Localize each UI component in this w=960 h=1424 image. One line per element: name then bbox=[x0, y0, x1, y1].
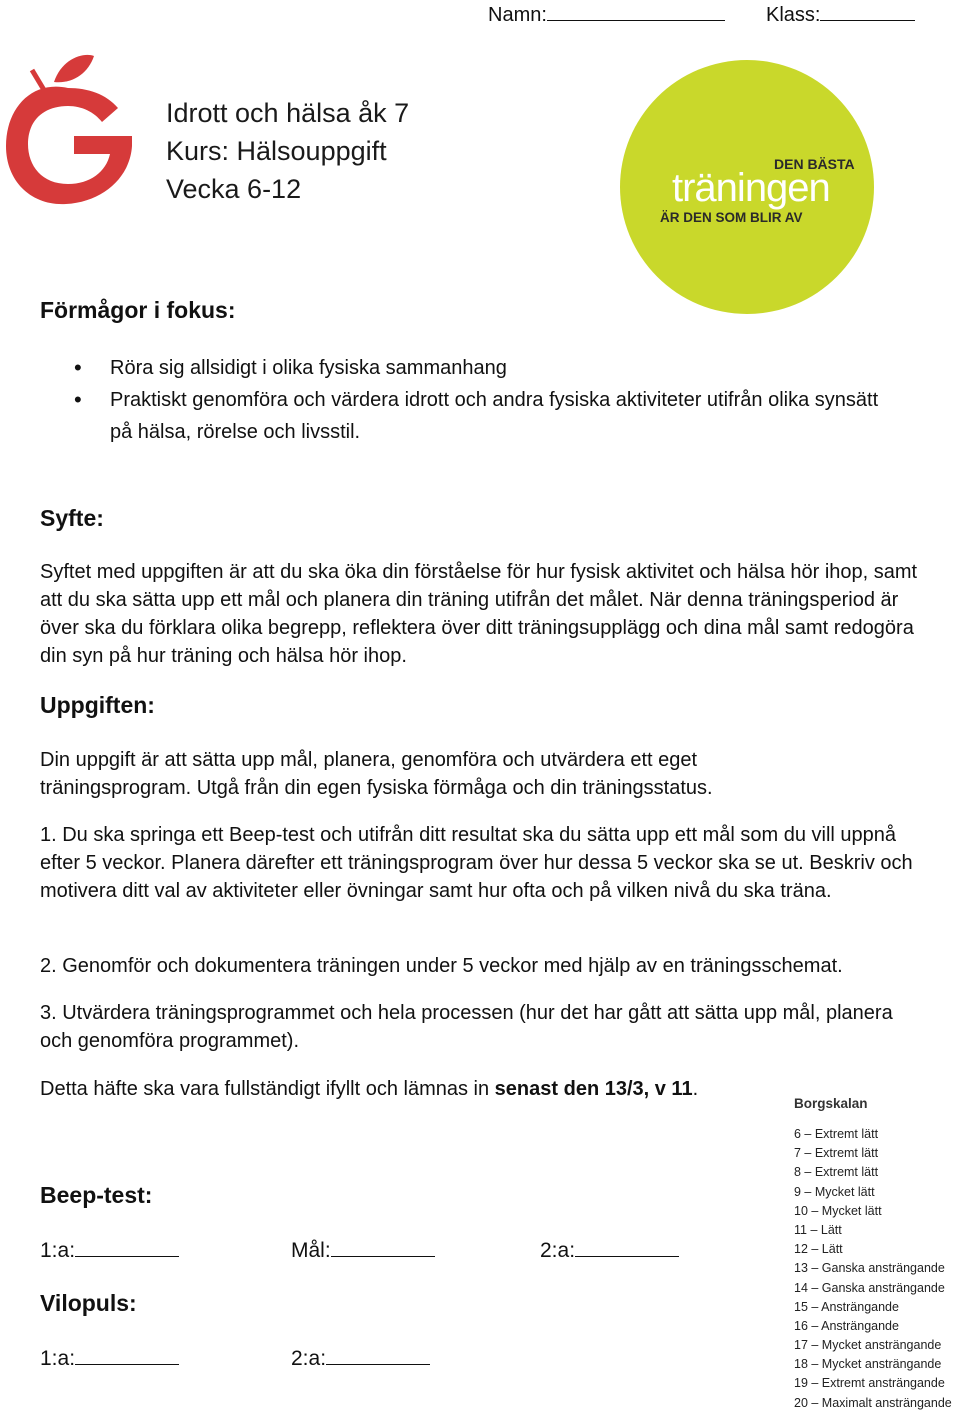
borg-row: 13 – Ganska ansträngande bbox=[794, 1261, 945, 1276]
slogan-line-1: DEN BÄSTA bbox=[774, 156, 855, 172]
uppgiften-step-3: 3. Utvärdera träningsprogrammet och hela processen (hur det har gått att sätta upp mål, planera och genomföra programmet). bbox=[40, 1002, 893, 1052]
borg-row: 12 – Lätt bbox=[794, 1242, 843, 1257]
beep-goal-blank[interactable] bbox=[331, 1238, 435, 1257]
course-title bbox=[166, 94, 409, 208]
training-slogan-logo bbox=[620, 60, 874, 314]
syfte-text: Syftet med uppgiften är att du ska öka din förståelse för hur fysisk aktivitet och hälsa hör ihop, samt att du ska sätta upp ett mål och planera din träning utifrån det målet. När denna träningsperiod är över ska du förklara olika begrepp, reflektera över ditt träningsupplägg och dina mål samt redogöra din syn på hur träning och hälsa hör ihop. bbox=[40, 561, 918, 667]
deadline-prefix: Detta häfte ska vara fullständigt ifyllt och lämnas in bbox=[40, 1078, 495, 1100]
vilopuls-first-label: 1:a: bbox=[40, 1347, 76, 1370]
beep-goal-field bbox=[291, 1238, 435, 1263]
deadline-text bbox=[40, 1075, 920, 1103]
beep-first-label: 1:a: bbox=[40, 1239, 76, 1262]
list-item: • Praktiskt genomföra och värdera idrott och andra fysiska aktiviteter utifrån olika synsätt på hälsa, rörelse och livsstil. bbox=[70, 384, 890, 448]
borg-row: 6 – Extremt lätt bbox=[794, 1127, 879, 1141]
borg-row: 20 – Maximalt ansträngande bbox=[794, 1395, 952, 1410]
borg-row: 9 – Mycket lätt bbox=[794, 1184, 875, 1199]
borg-row: 15 – Ansträngande bbox=[794, 1299, 899, 1314]
uppgiften-heading: Uppgiften: bbox=[40, 692, 155, 718]
beep-goal-label: Mål: bbox=[291, 1239, 331, 1262]
vilopuls-second-label: 2:a: bbox=[291, 1347, 327, 1370]
borg-scale bbox=[794, 1096, 960, 1413]
borg-row: 19 – Extremt ansträngande bbox=[794, 1376, 945, 1391]
borg-row: 7 – Extremt lätt bbox=[794, 1146, 879, 1161]
uppgiften-step-1: 1. Du ska springa ett Beep-test och utifrån ditt resultat ska du sätta upp ett mål som du vill uppnå efter 5 veckor. Planera därefter ett träningsprogram över hur dessa 5 veckor ska se ut. Beskriv och motivera ditt val av aktiviteter eller övningar samt hur ofta och på vilken nivå du ska träna. bbox=[40, 824, 913, 902]
vilopuls-second-blank[interactable] bbox=[326, 1346, 430, 1365]
beep-first-blank[interactable] bbox=[75, 1238, 179, 1257]
slogan-line-3: ÄR DEN SOM BLIR AV bbox=[660, 210, 803, 225]
vilopuls-first-blank[interactable] bbox=[75, 1346, 179, 1365]
name-blank[interactable] bbox=[547, 2, 725, 21]
borg-row: 11 – Lätt bbox=[794, 1222, 842, 1237]
beep-second-blank[interactable] bbox=[575, 1238, 679, 1257]
name-field bbox=[488, 2, 725, 27]
formagor-list bbox=[70, 352, 890, 448]
borg-row: 14 – Ganska ansträngande bbox=[794, 1280, 945, 1295]
vilopuls-second-field bbox=[291, 1346, 430, 1371]
title-line-1: Idrott och hälsa åk 7 bbox=[166, 98, 410, 128]
deadline-date: senast den 13/3, v 11 bbox=[494, 1078, 693, 1100]
class-field bbox=[766, 2, 915, 27]
formagor-heading: Förmågor i fokus: bbox=[40, 297, 236, 323]
title-line-2: Kurs: Hälsouppgift bbox=[166, 136, 387, 166]
school-logo-icon bbox=[2, 50, 136, 210]
uppgiften-step-2: 2. Genomför och dokumentera träningen under 5 veckor med hjälp av en träningsschemat. bbox=[40, 955, 843, 977]
beep-first-field bbox=[40, 1238, 179, 1263]
beep-second-label: 2:a: bbox=[540, 1239, 576, 1262]
class-label: Klass: bbox=[766, 4, 821, 26]
uppgiften-intro: Din uppgift är att sätta upp mål, planera, genomföra och utvärdera ett eget träningsprogram. Utgå från din egen fysiska förmåga och din träningsstatus. bbox=[40, 749, 713, 799]
borg-row: 8 – Extremt lätt bbox=[794, 1165, 879, 1180]
title-line-3: Vecka 6-12 bbox=[166, 174, 302, 204]
syfte-heading: Syfte: bbox=[40, 505, 104, 531]
borg-title: Borgskalan bbox=[794, 1096, 868, 1111]
list-item: • Röra sig allsidigt i olika fysiska sammanhang bbox=[70, 352, 890, 384]
name-label: Namn: bbox=[488, 4, 547, 26]
borg-row: 18 – Mycket ansträngande bbox=[794, 1357, 942, 1372]
borg-row: 10 – Mycket lätt bbox=[794, 1203, 882, 1218]
vilopuls-heading: Vilopuls: bbox=[40, 1290, 137, 1316]
borg-row: 16 – Ansträngande bbox=[794, 1318, 899, 1333]
vilopuls-first-field bbox=[40, 1346, 179, 1371]
beep-test-heading: Beep-test: bbox=[40, 1182, 153, 1208]
deadline-suffix: . bbox=[692, 1078, 699, 1100]
beep-second-field bbox=[540, 1238, 679, 1263]
borg-row: 17 – Mycket ansträngande bbox=[794, 1338, 942, 1353]
slogan-line-2: träningen bbox=[672, 166, 830, 210]
class-blank[interactable] bbox=[820, 2, 915, 21]
